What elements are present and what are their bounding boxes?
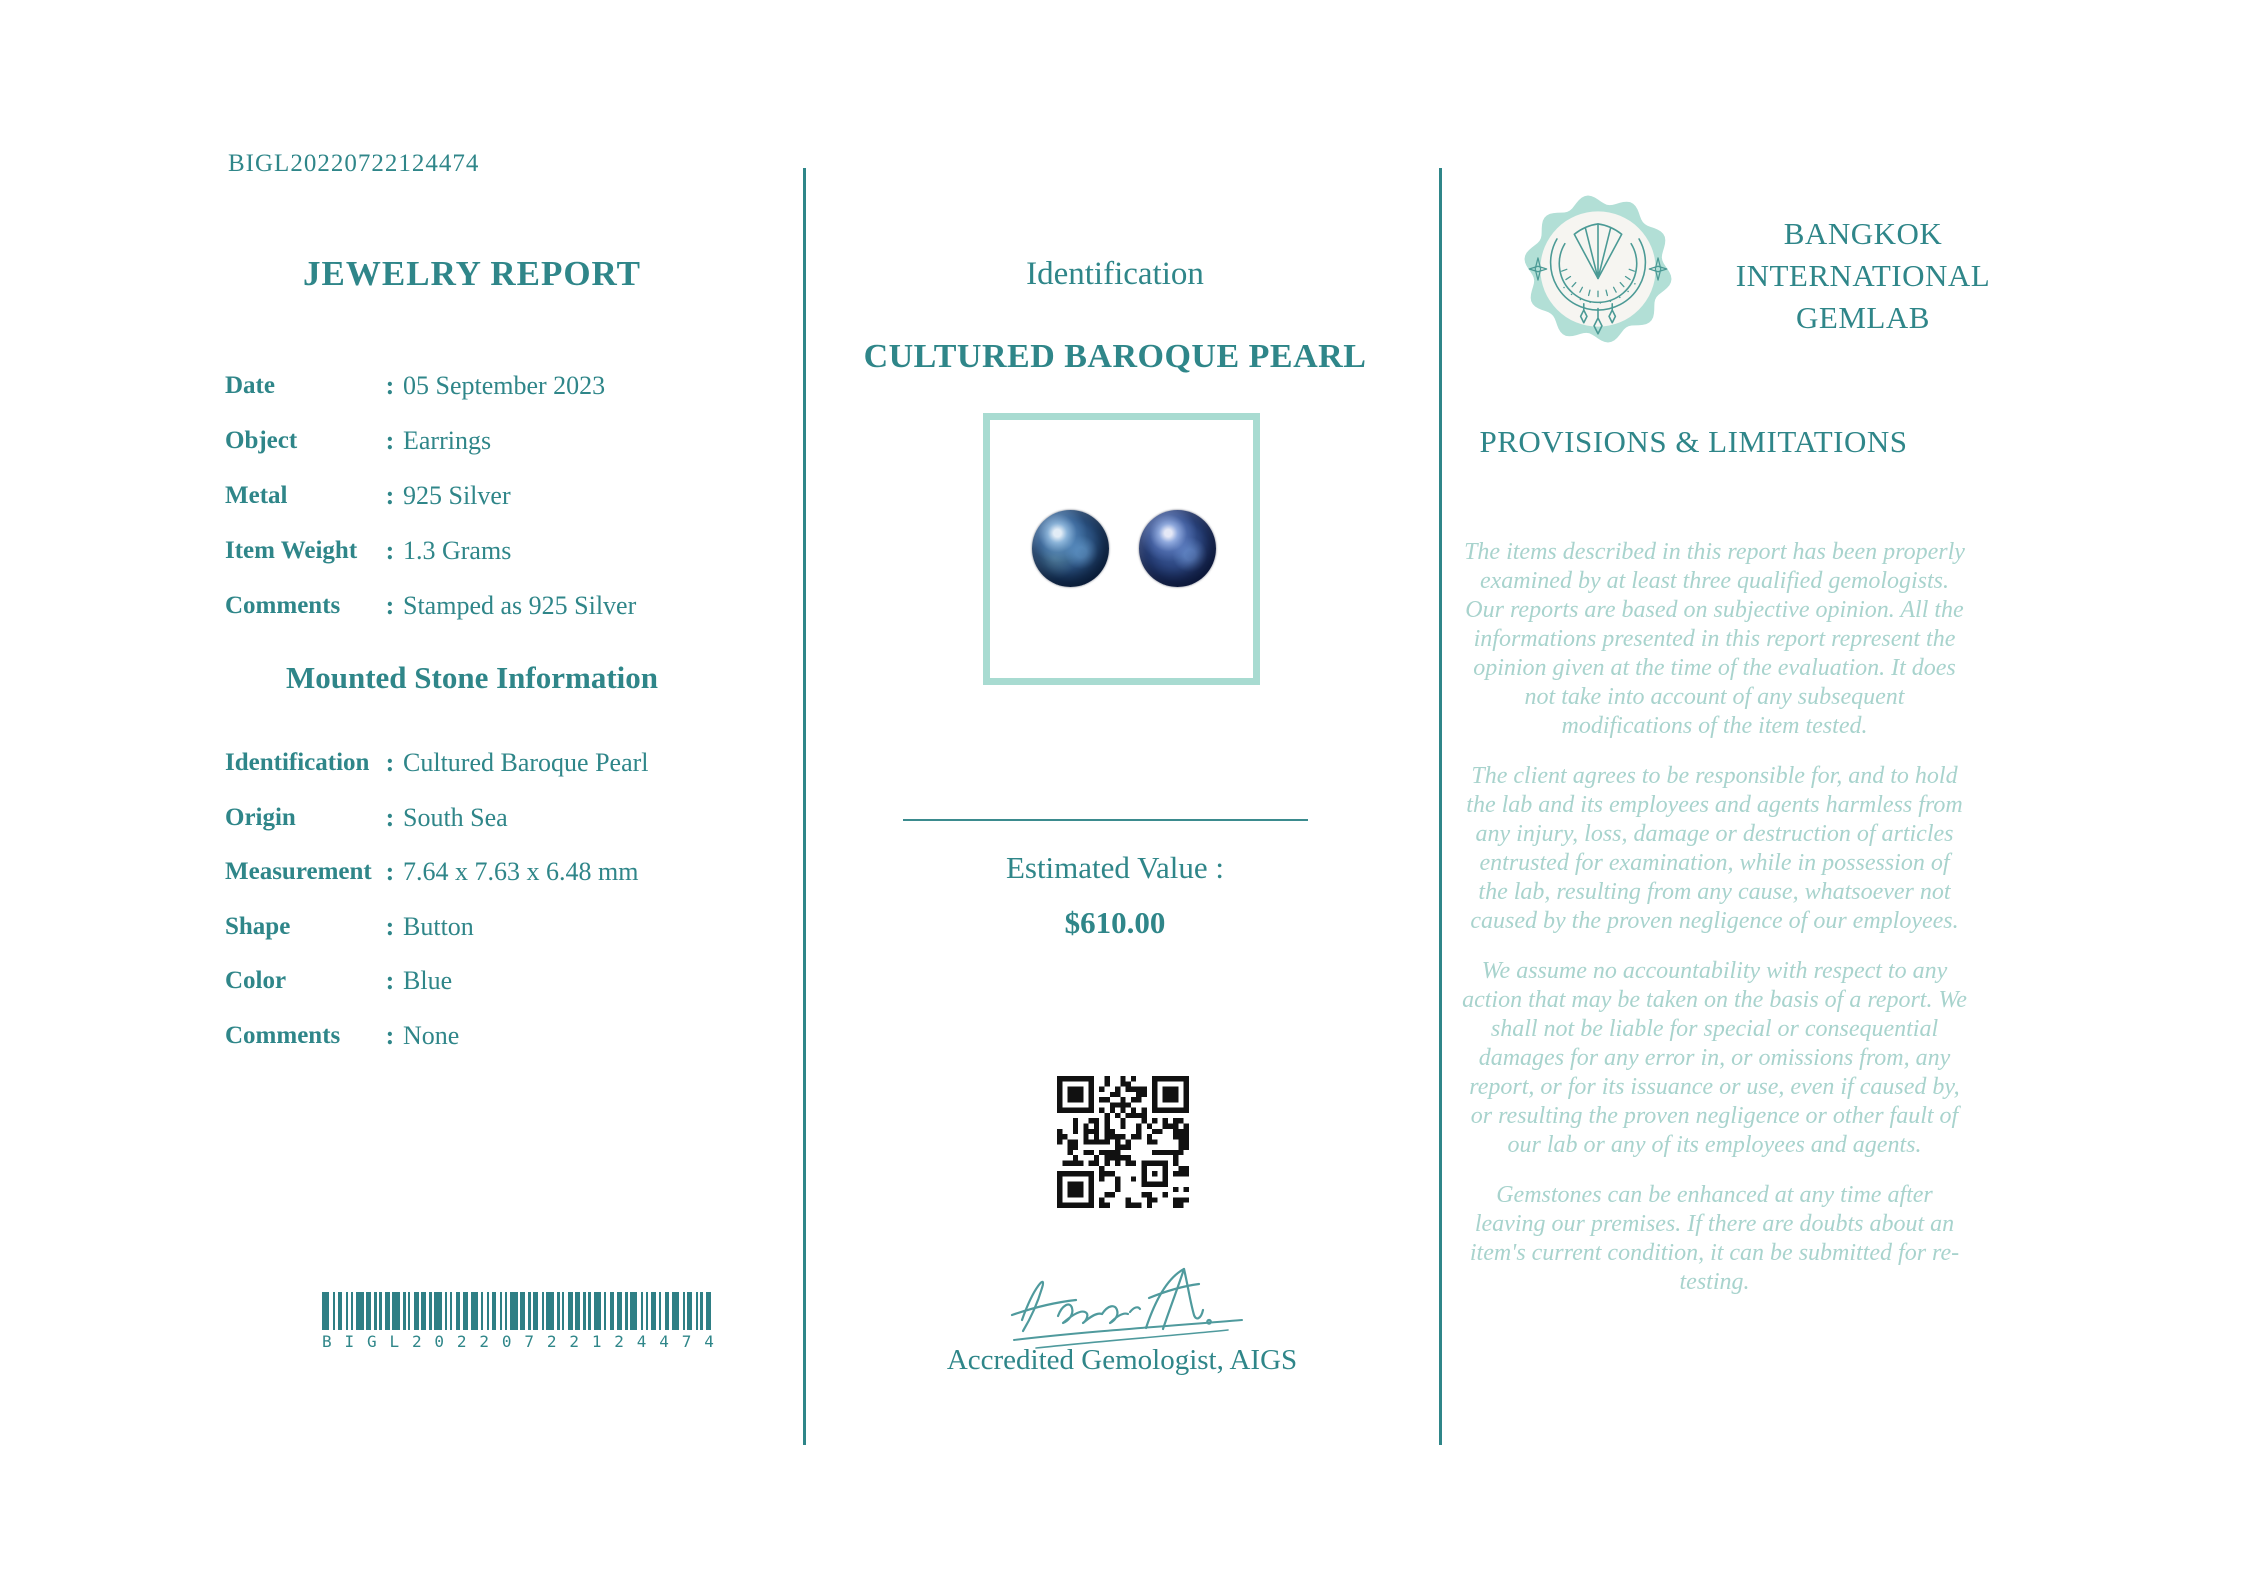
horizontal-divider (903, 819, 1308, 821)
field-colon: : (385, 480, 395, 510)
field-label: Date (225, 371, 275, 399)
field-label: Object (225, 426, 298, 454)
field-colon: : (385, 966, 395, 996)
provisions-paragraphs (1462, 538, 1967, 1318)
field-value: 1.3 Grams (403, 535, 512, 565)
estimated-value-label: Estimated Value : (1005, 850, 1225, 885)
field-colon: : (385, 802, 395, 832)
table-row (225, 845, 765, 900)
table-row (225, 900, 765, 955)
table-row (225, 413, 765, 468)
table-row (225, 358, 765, 413)
field-label: Color (225, 967, 287, 995)
field-value: 7.64 x 7.63 x 6.48 mm (403, 857, 639, 887)
table-row (225, 578, 765, 633)
field-value: 05 September 2023 (403, 370, 606, 400)
lab-name-line: BANGKOK (1783, 216, 1943, 251)
provisions-paragraph: We assume no accountability with respect to any action that may be taken on the basis of a report. We shall not be liable for special or consequential damages for any error in, or omissions from, any report, or for its issuance or use, even if caused by, or resulting the proven negligence or other fault of our lab or any of its employees and agents. (1462, 958, 1967, 1158)
page-title: JEWELRY REPORT (303, 254, 641, 293)
field-value: 925 Silver (403, 480, 511, 510)
identification-section-title: Identification (1026, 256, 1204, 292)
gemlab-logo (1519, 190, 1677, 348)
provisions-paragraph: Gemstones can be enhanced at any time after leaving our premises. If there are doubts about an item's current condition, it can be submitted for re-testing. (1469, 1182, 1960, 1295)
field-value: Cultured Baroque Pearl (403, 748, 649, 778)
estimated-value: $610.00 (1064, 905, 1166, 940)
column-divider-right (1439, 168, 1442, 1445)
provisions-paragraph: The client agrees to be responsible for, and to hold the lab and its employees and agents harmless from any injury, loss, damage or destruction of articles entrusted for examination, while in possession of the lab, resulting from any cause, whatsoever not caused by the proven negligence of our employees. (1466, 763, 1963, 934)
table-row (225, 468, 765, 523)
field-label: Comments (225, 1021, 341, 1049)
field-value: Blue (403, 966, 453, 996)
lab-name-line: GEMLAB (1796, 300, 1930, 335)
field-colon: : (385, 425, 395, 455)
table-row (225, 736, 765, 791)
qr-code (1057, 1076, 1189, 1208)
field-label: Metal (225, 481, 288, 509)
lab-name-line: INTERNATIONAL (1735, 258, 1991, 293)
field-label: Identification (225, 749, 370, 777)
report-number: BIGL20220722124474 (228, 150, 480, 177)
table-row (225, 1009, 765, 1064)
provisions-title: PROVISIONS & LIMITATIONS (1479, 424, 1908, 459)
field-colon: : (385, 535, 395, 565)
field-colon: : (385, 748, 395, 778)
pearl-photo (983, 413, 1260, 685)
barcode-bars (322, 1292, 714, 1330)
field-colon: : (385, 857, 395, 887)
stone-section-title: Mounted Stone Information (285, 660, 658, 695)
field-value: None (403, 1020, 460, 1050)
field-value: Button (403, 911, 474, 941)
table-row (225, 954, 765, 1009)
lab-name (1683, 213, 2043, 339)
field-value: Earrings (403, 425, 492, 455)
jewelry-fields-table (225, 358, 765, 633)
stone-fields-table (225, 736, 765, 1063)
field-value: Stamped as 925 Silver (403, 590, 637, 620)
field-colon: : (385, 1020, 395, 1050)
field-label: Shape (225, 912, 291, 940)
field-label: Measurement (225, 858, 372, 886)
field-colon: : (385, 370, 395, 400)
barcode-text: B I G L 2 0 2 2 0 7 2 2 1 2 4 4 7 4 (322, 1332, 714, 1351)
field-label: Comments (225, 591, 341, 619)
gemologist-signature (1000, 1258, 1260, 1356)
table-row (225, 523, 765, 578)
pearl-right-image (1139, 510, 1216, 587)
field-colon: : (385, 911, 395, 941)
field-value: South Sea (403, 802, 508, 832)
identification-result: CULTURED BAROQUE PEARL (863, 338, 1367, 375)
provisions-paragraph: The items described in this report has been properly examined by at least three qualified gemologists. Our reports are based on subjective opinion. All the informations presented in this report represent the opinion given at the time of the evaluation. It does not take into account of any subsequent modifications of the item tested. (1464, 539, 1965, 739)
field-label: Origin (225, 803, 296, 831)
signatory-title: Accredited Gemologist, AIGS (946, 1344, 1298, 1376)
field-colon: : (385, 590, 395, 620)
pearl-left-image (1032, 510, 1109, 587)
table-row (225, 791, 765, 846)
field-label: Item Weight (225, 536, 358, 564)
barcode (322, 1292, 714, 1351)
